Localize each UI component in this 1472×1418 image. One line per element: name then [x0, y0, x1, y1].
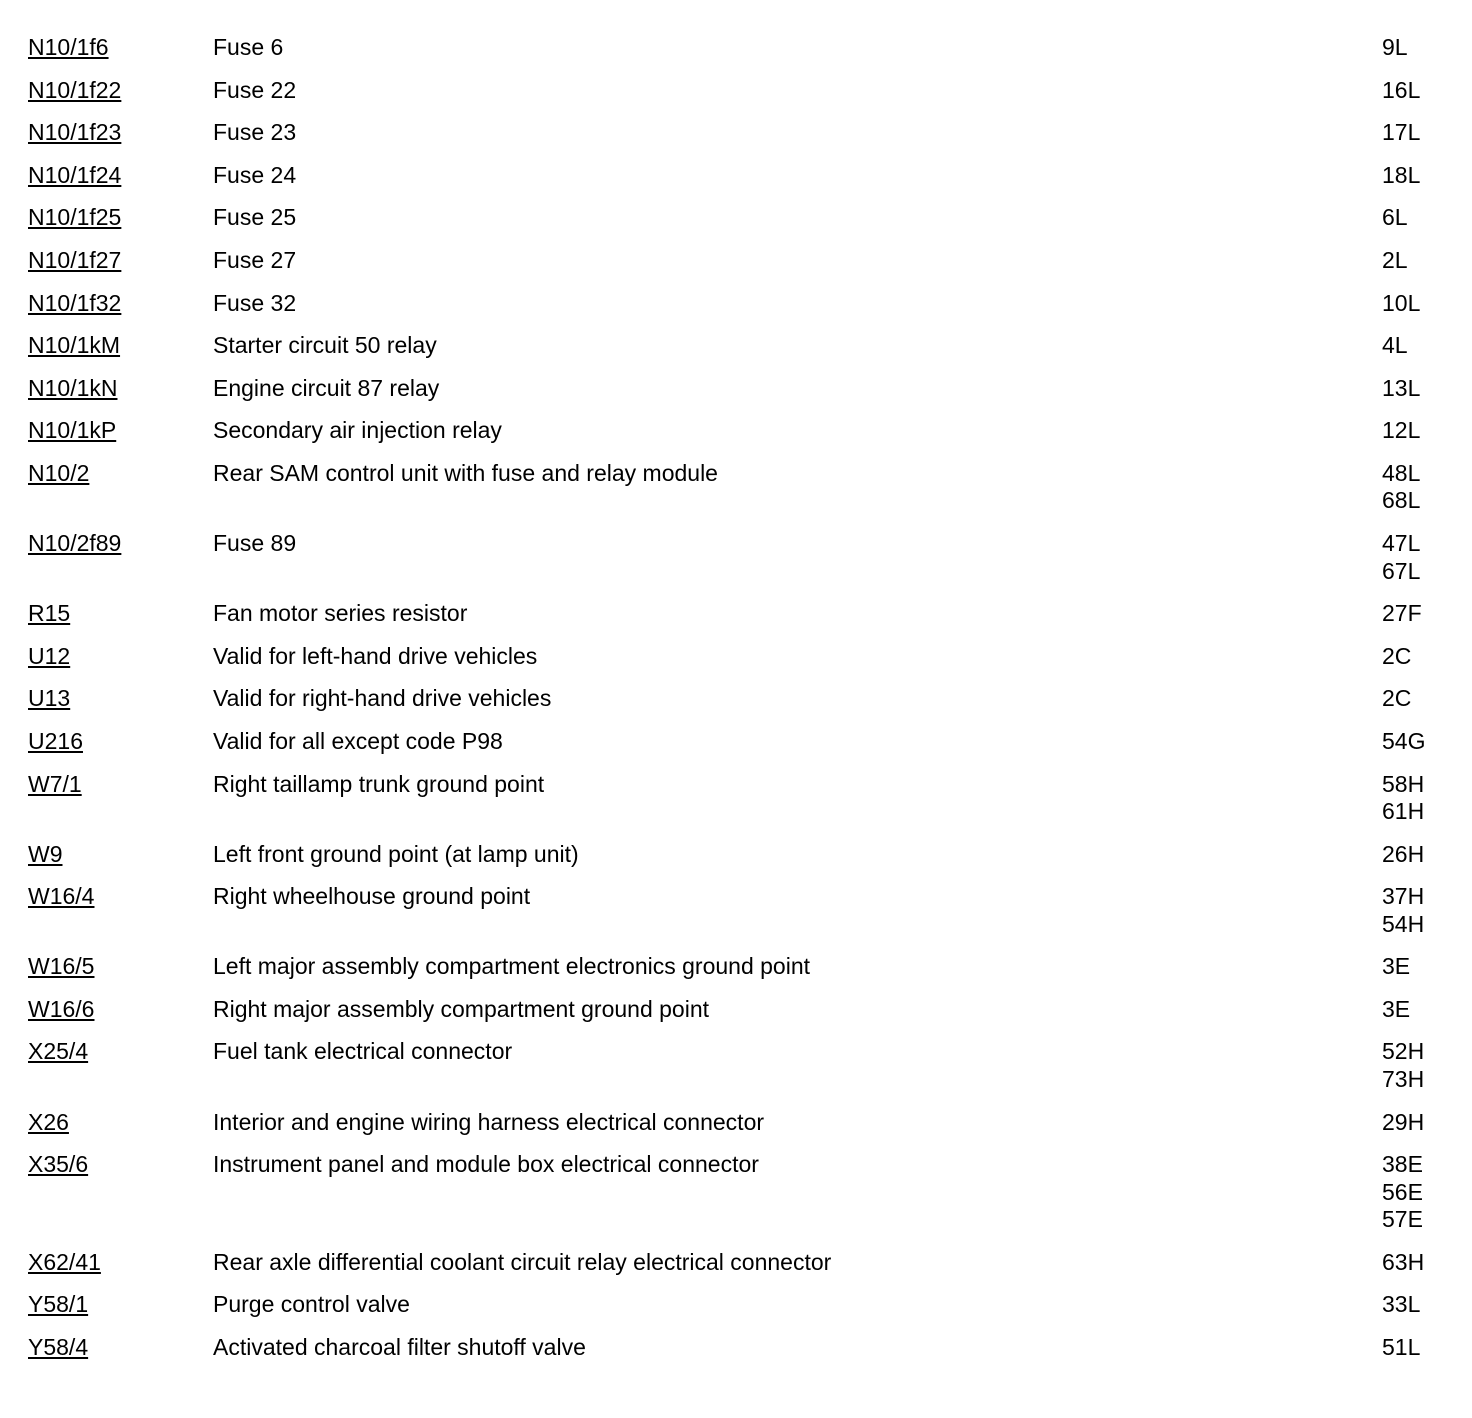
- grid-reference-list: [1382, 247, 1408, 275]
- grid-reference-list: [1382, 460, 1420, 515]
- component-code-link[interactable]: W9: [28, 840, 63, 867]
- component-code-link[interactable]: W16/5: [28, 953, 95, 980]
- component-description: Fuel tank electrical connector: [213, 1038, 513, 1065]
- grid-reference: 29H: [1382, 1108, 1425, 1135]
- component-code-link[interactable]: N10/1f32: [28, 289, 122, 316]
- component-description: Fuse 6: [213, 34, 284, 60]
- grid-reference: 73H: [1382, 1065, 1425, 1092]
- grid-reference: 2C: [1382, 642, 1412, 669]
- grid-reference-list: [1382, 530, 1420, 585]
- component-list: [0, 34, 1472, 1377]
- grid-reference: 51L: [1382, 1333, 1421, 1360]
- grid-reference: 54H: [1382, 910, 1425, 937]
- component-description: Valid for all except code P98: [213, 727, 503, 754]
- grid-reference-list: [1382, 332, 1408, 360]
- component-code-link[interactable]: U13: [28, 685, 71, 712]
- component-code-link[interactable]: U216: [28, 727, 83, 754]
- grid-reference: 67L: [1382, 557, 1421, 584]
- component-row: [0, 1151, 1472, 1249]
- component-row: [0, 530, 1472, 600]
- component-code-link[interactable]: N10/1kP: [28, 417, 117, 444]
- grid-reference-list: [1382, 1334, 1420, 1362]
- component-description: Valid for left-hand drive vehicles: [213, 642, 538, 669]
- grid-reference: 16L: [1382, 76, 1421, 103]
- grid-reference: 12L: [1382, 417, 1421, 444]
- component-description: Activated charcoal filter shutoff valve: [213, 1333, 586, 1360]
- grid-reference-list: [1382, 643, 1411, 671]
- component-code-link[interactable]: N10/2: [28, 459, 90, 486]
- grid-reference: 56E: [1382, 1178, 1423, 1205]
- component-row: [0, 841, 1472, 884]
- component-code-link[interactable]: X25/4: [28, 1038, 89, 1065]
- grid-reference: 48L: [1382, 459, 1421, 486]
- component-description: Engine circuit 87 relay: [213, 374, 440, 401]
- component-description: Fuse 22: [213, 76, 297, 103]
- component-row: [0, 883, 1472, 953]
- component-code-link[interactable]: N10/1f24: [28, 161, 122, 188]
- component-row: [0, 1334, 1472, 1377]
- grid-reference: 26H: [1382, 840, 1425, 867]
- component-description: Rear SAM control unit with fuse and relay module: [213, 459, 718, 486]
- grid-reference: 2C: [1382, 685, 1412, 712]
- component-code-link[interactable]: W16/6: [28, 995, 95, 1022]
- component-description: Right wheelhouse ground point: [213, 883, 531, 910]
- grid-reference-list: [1382, 290, 1420, 318]
- component-code-link[interactable]: X62/41: [28, 1248, 101, 1275]
- component-code-link[interactable]: N10/1f25: [28, 204, 122, 231]
- grid-reference-list: [1382, 375, 1420, 403]
- grid-reference-list: [1382, 771, 1424, 826]
- grid-reference: 6L: [1382, 204, 1408, 231]
- component-row: [0, 1249, 1472, 1292]
- component-description: Secondary air injection relay: [213, 417, 502, 444]
- component-code-link[interactable]: X35/6: [28, 1151, 89, 1178]
- component-row: [0, 332, 1472, 375]
- component-description: Starter circuit 50 relay: [213, 332, 437, 359]
- component-description: Fuse 32: [213, 289, 297, 316]
- grid-reference-list: [1382, 77, 1420, 105]
- grid-reference: 68L: [1382, 487, 1421, 514]
- component-code-link[interactable]: N10/1f23: [28, 119, 122, 146]
- component-code-link[interactable]: W16/4: [28, 883, 95, 910]
- component-row: [0, 77, 1472, 120]
- grid-reference: 17L: [1382, 119, 1421, 146]
- grid-reference: 47L: [1382, 530, 1421, 557]
- grid-reference-list: [1382, 34, 1408, 62]
- component-row: [0, 119, 1472, 162]
- grid-reference-list: [1382, 1109, 1424, 1137]
- component-code-link[interactable]: W7/1: [28, 770, 82, 797]
- grid-reference-list: [1382, 841, 1424, 869]
- component-code-link[interactable]: Y58/1: [28, 1291, 89, 1318]
- grid-reference-list: [1382, 162, 1420, 190]
- component-code-link[interactable]: N10/1kM: [28, 332, 121, 359]
- component-row: [0, 247, 1472, 290]
- grid-reference: 4L: [1382, 332, 1408, 359]
- grid-reference-list: [1382, 953, 1410, 981]
- grid-reference-list: [1382, 1038, 1424, 1093]
- component-description: Left major assembly compartment electronics ground point: [213, 953, 811, 980]
- component-row: [0, 460, 1472, 530]
- component-code-link[interactable]: N10/1kN: [28, 374, 118, 401]
- grid-reference: 3E: [1382, 953, 1411, 980]
- component-row: [0, 728, 1472, 771]
- component-row: [0, 771, 1472, 841]
- grid-reference: 57E: [1382, 1206, 1423, 1233]
- grid-reference: 61H: [1382, 798, 1425, 824]
- component-code-link[interactable]: R15: [28, 600, 71, 627]
- grid-reference: 10L: [1382, 289, 1421, 316]
- component-row: [0, 290, 1472, 333]
- component-code-link[interactable]: U12: [28, 642, 71, 669]
- component-code-link[interactable]: N10/1f27: [28, 246, 122, 273]
- component-code-link[interactable]: X26: [28, 1108, 69, 1135]
- grid-reference: 2L: [1382, 246, 1408, 273]
- component-row: [0, 685, 1472, 728]
- component-description: Fuse 89: [213, 530, 297, 557]
- component-description: Fuse 27: [213, 246, 297, 273]
- grid-reference: 54G: [1382, 727, 1426, 754]
- component-description: Left front ground point (at lamp unit): [213, 840, 579, 867]
- component-row: [0, 643, 1472, 686]
- grid-reference: 38E: [1382, 1151, 1423, 1178]
- component-code-link[interactable]: N10/1f22: [28, 76, 122, 103]
- grid-reference: 63H: [1382, 1248, 1425, 1275]
- grid-reference-list: [1382, 417, 1420, 445]
- component-row: [0, 204, 1472, 247]
- grid-reference: 27F: [1382, 600, 1422, 627]
- component-description: Rear axle differential coolant circuit relay electrical connector: [213, 1248, 832, 1275]
- grid-reference: 9L: [1382, 34, 1408, 60]
- component-description: Right taillamp trunk ground point: [213, 770, 545, 797]
- component-description: Fuse 23: [213, 119, 297, 146]
- component-row: [0, 996, 1472, 1039]
- grid-reference-list: [1382, 996, 1410, 1024]
- component-row: [0, 375, 1472, 418]
- component-row: [0, 953, 1472, 996]
- component-row: [0, 1291, 1472, 1334]
- grid-reference: 3E: [1382, 995, 1411, 1022]
- component-row: [0, 34, 1472, 77]
- grid-reference: 37H: [1382, 883, 1425, 910]
- component-row: [0, 1109, 1472, 1152]
- component-code-link[interactable]: Y58/4: [28, 1333, 89, 1360]
- component-row: [0, 600, 1472, 643]
- grid-reference: 13L: [1382, 374, 1421, 401]
- grid-reference-list: [1382, 685, 1411, 713]
- grid-reference-list: [1382, 119, 1420, 147]
- component-description: Fan motor series resistor: [213, 600, 468, 627]
- grid-reference: 33L: [1382, 1291, 1421, 1318]
- component-description: Fuse 24: [213, 161, 297, 188]
- grid-reference: 18L: [1382, 161, 1421, 188]
- component-row: [0, 1038, 1472, 1108]
- grid-reference: 52H: [1382, 1038, 1425, 1065]
- grid-reference-list: [1382, 1151, 1423, 1234]
- grid-reference-list: [1382, 600, 1422, 628]
- component-code-link[interactable]: N10/2f89: [28, 530, 122, 557]
- component-description: Valid for right-hand drive vehicles: [213, 685, 552, 712]
- component-row: [0, 417, 1472, 460]
- grid-reference-list: [1382, 728, 1425, 756]
- component-description: Interior and engine wiring harness electrical connector: [213, 1108, 765, 1135]
- grid-reference-list: [1382, 1249, 1424, 1277]
- grid-reference: 58H: [1382, 770, 1425, 797]
- grid-reference-list: [1382, 883, 1424, 938]
- component-description: Right major assembly compartment ground point: [213, 995, 710, 1022]
- component-code-link[interactable]: N10/1f6: [28, 34, 109, 60]
- grid-reference-list: [1382, 204, 1408, 232]
- component-description: Instrument panel and module box electrical connector: [213, 1151, 759, 1178]
- grid-reference-list: [1382, 1291, 1420, 1319]
- component-row: [0, 162, 1472, 205]
- component-description: Purge control valve: [213, 1291, 410, 1318]
- component-description: Fuse 25: [213, 204, 297, 231]
